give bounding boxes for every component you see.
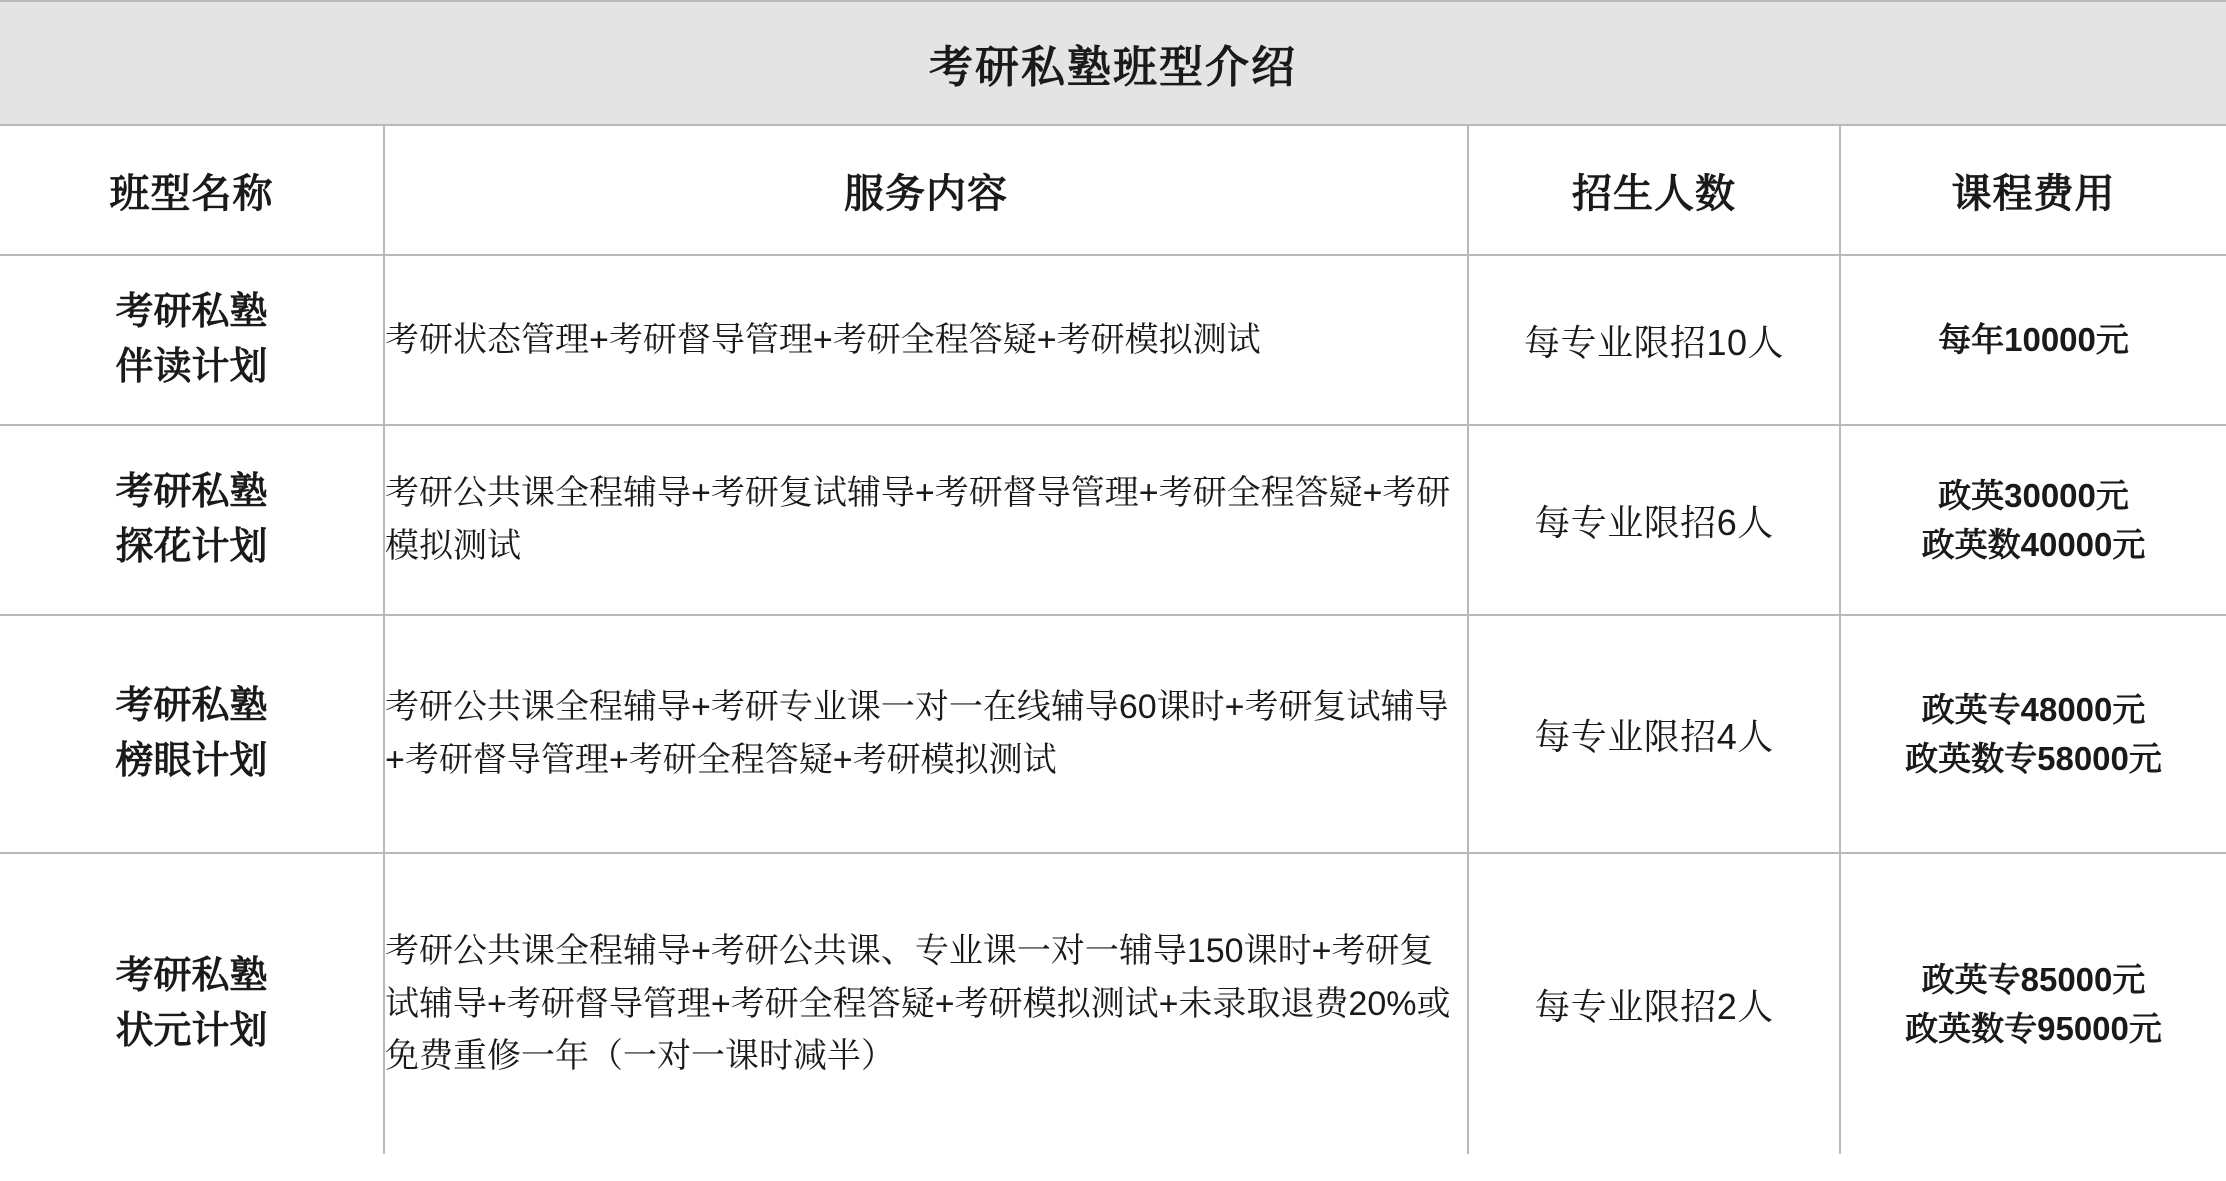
class-name-line: 考研私塾 (115, 290, 268, 333)
fee-cell (1840, 255, 2226, 425)
table-row (0, 255, 2226, 425)
class-name-line: 榜眼计划 (115, 740, 268, 782)
fee-line: 政英数40000元 (1921, 526, 2146, 563)
quota-cell: 每专业限招2人 (1468, 853, 1840, 1154)
class-name-cell (0, 425, 384, 615)
class-name-line: 考研私塾 (115, 684, 268, 727)
fee-cell (1840, 425, 2226, 615)
class-name-line: 探花计划 (115, 526, 268, 568)
class-name-line: 状元计划 (115, 1010, 268, 1052)
fee-line: 政英30000元 (1938, 476, 2129, 514)
class-name-line: 考研私塾 (115, 954, 268, 997)
quota-cell: 每专业限招6人 (1468, 425, 1840, 615)
class-name-cell (0, 853, 384, 1154)
fee-cell (1840, 615, 2226, 853)
table-row (0, 615, 2226, 853)
class-name-line: 考研私塾 (115, 470, 268, 513)
class-name-line: 伴读计划 (115, 346, 268, 388)
table-row (0, 853, 2226, 1154)
fee-line: 政英专85000元 (1921, 960, 2146, 998)
fee-line: 每年10000元 (1938, 321, 2129, 359)
document-title: 考研私塾班型介绍 (0, 1, 2226, 125)
quota-cell: 每专业限招4人 (1468, 615, 1840, 853)
class-name-cell (0, 255, 384, 425)
fee-line: 政英数专95000元 (1905, 1010, 2162, 1047)
column-header-class-name: 班型名称 (0, 125, 384, 255)
fee-line: 政英数专58000元 (1905, 740, 2162, 777)
service-cell: 考研状态管理+考研督导管理+考研全程答疑+考研模拟测试 (384, 255, 1468, 425)
column-header-quota: 招生人数 (1468, 125, 1840, 255)
service-cell: 考研公共课全程辅导+考研复试辅导+考研督导管理+考研全程答疑+考研模拟测试 (384, 425, 1468, 615)
header-row (0, 125, 2226, 255)
column-header-fee: 课程费用 (1840, 125, 2226, 255)
column-header-service: 服务内容 (384, 125, 1468, 255)
table-row (0, 425, 2226, 615)
fee-cell (1840, 853, 2226, 1154)
fee-line: 政英专48000元 (1921, 690, 2146, 728)
service-cell: 考研公共课全程辅导+考研公共课、专业课一对一辅导150课时+考研复试辅导+考研督导管理+考研全程答疑+考研模拟测试+未录取退费20%或免费重修一年（一对一课时减半） (384, 853, 1468, 1154)
quota-cell: 每专业限招10人 (1468, 255, 1840, 425)
title-row (0, 1, 2226, 125)
service-cell: 考研公共课全程辅导+考研专业课一对一在线辅导60课时+考研复试辅导+考研督导管理+考研全程答疑+考研模拟测试 (384, 615, 1468, 853)
class-name-cell (0, 615, 384, 853)
